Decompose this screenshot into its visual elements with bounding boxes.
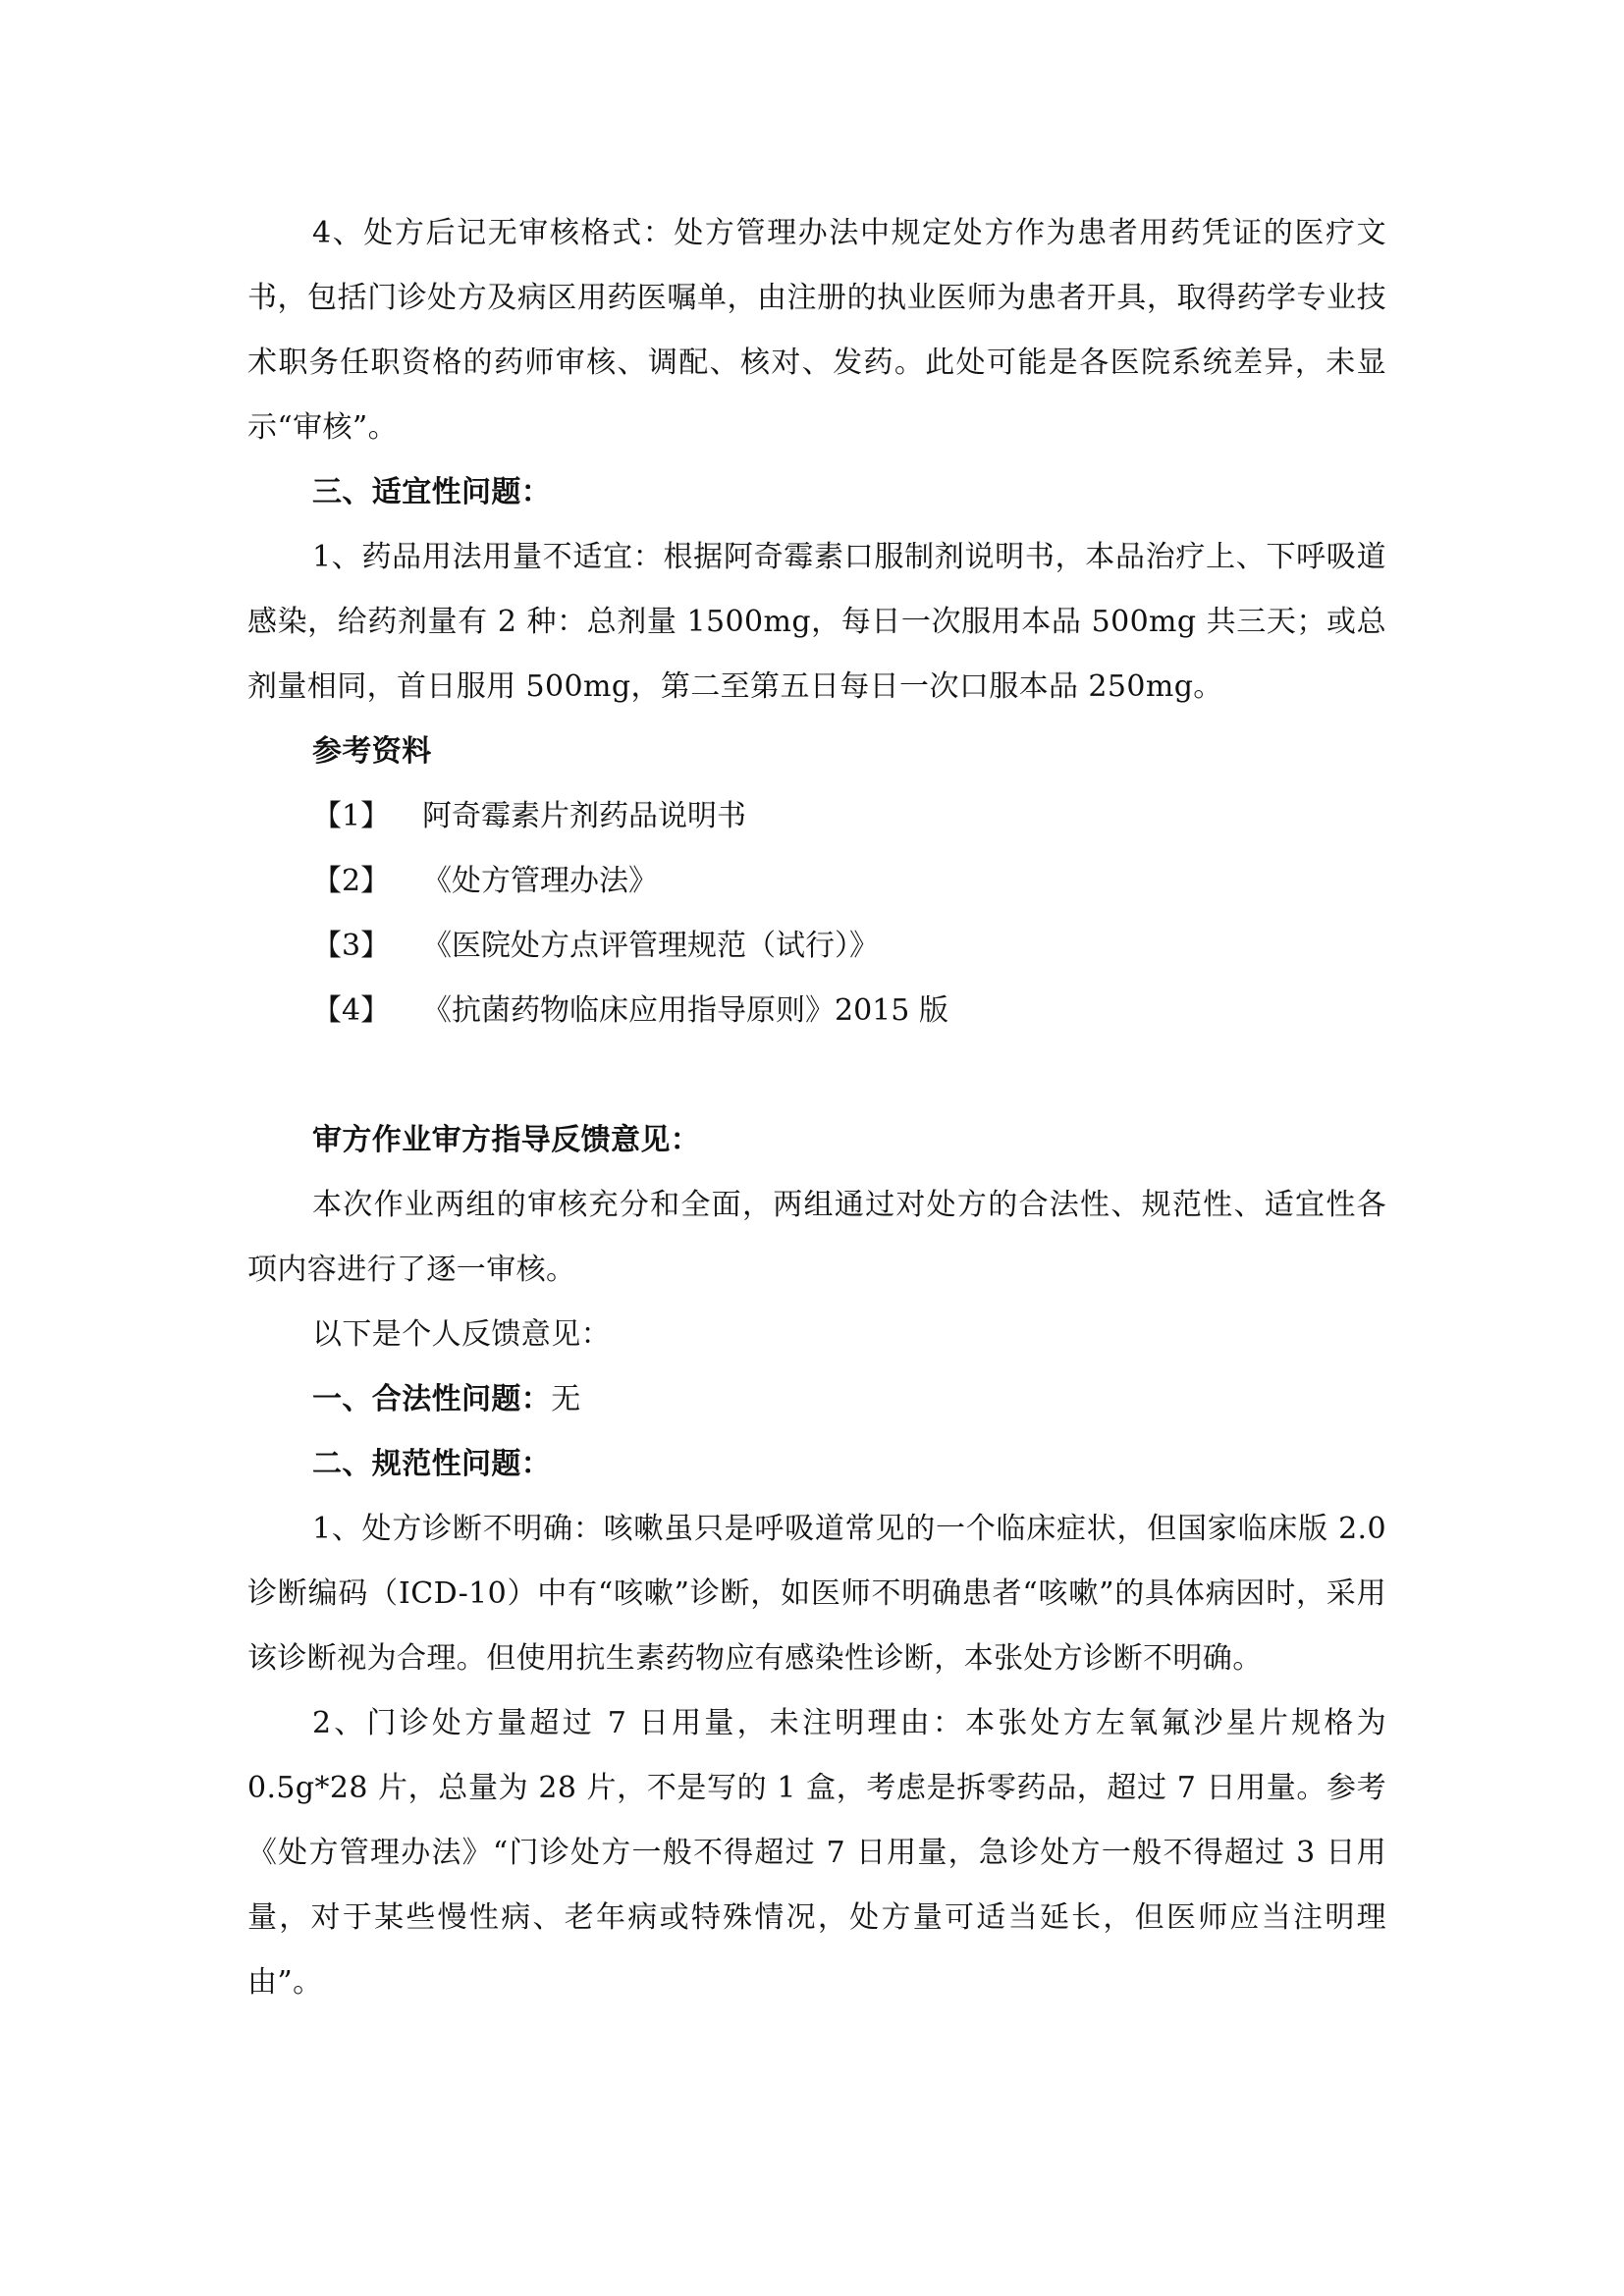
reference-item	[247, 849, 1386, 914]
reference-text: 《处方管理办法》	[422, 864, 658, 898]
heading-feedback: 审方作业审方指导反馈意见：	[312, 1123, 701, 1157]
reference-item	[247, 979, 1386, 1043]
heading-suitability: 三、适宜性问题：	[312, 475, 552, 509]
reference-text: 《抗菌药物临床应用指导原则》2015 版	[422, 993, 948, 1028]
paragraph-dosage: 1、药品用法用量不适宜：根据阿奇霉素口服制剂说明书，本品治疗上、下呼吸道感染，给药剂量有 2 种：总剂量 1500mg，每日一次服用本品 500mg 共三天；或总剂量相同，首日服用 500mg，第二至第五日每日一次口服本品 250mg。	[247, 540, 1386, 704]
reference-number: 【3】	[312, 929, 391, 963]
reference-text: 《医院处方点评管理规范（试行）》	[422, 929, 879, 963]
reference-item	[247, 914, 1386, 979]
paragraph-feedback-intro: 本次作业两组的审核充分和全面，两组通过对处方的合法性、规范性、适宜性各项内容进行了逐一审核。	[247, 1188, 1386, 1287]
reference-number: 【1】	[312, 799, 391, 833]
heading-references: 参考资料	[312, 734, 432, 769]
legality-line	[247, 1367, 1386, 1432]
paragraph-feedback-personal: 以下是个人反馈意见：	[312, 1317, 611, 1352]
reference-number: 【4】	[312, 993, 391, 1028]
document-body	[247, 201, 1386, 2015]
blank-line	[247, 1043, 1386, 1108]
reference-number: 【2】	[312, 864, 391, 898]
paragraph-audit-format: 4、处方后记无审核格式：处方管理办法中规定处方作为患者用药凭证的医疗文书，包括门诊处方及病区用药医嘱单，由注册的执业医师为患者开具，取得药学专业技术职务任职资格的药师审核、调配、核对、发药。此处可能是各医院系统差异，未显示“审核”。	[247, 216, 1386, 445]
paragraph-diagnosis: 1、处方诊断不明确：咳嗽虽只是呼吸道常见的一个临床症状，但国家临床版 2.0 诊断编码（ICD-10）中有“咳嗽”诊断，如医师不明确患者“咳嗽”的具体病因时，采用该诊断视为合理。但使用抗生素药物应有感染性诊断，本张处方诊断不明确。	[247, 1512, 1386, 1676]
reference-item	[247, 784, 1386, 849]
heading-standard: 二、规范性问题：	[312, 1447, 552, 1481]
heading-legality: 一、合法性问题：	[312, 1382, 552, 1416]
legality-value: 无	[551, 1382, 581, 1416]
paragraph-quantity: 2、门诊处方量超过 7 日用量，未注明理由：本张处方左氧氟沙星片规格为 0.5g*28 片，总量为 28 片，不是写的 1 盒，考虑是拆零药品，超过 7 日用量。参考《处方管理办法》“门诊处方一般不得超过 7 日用量，急诊处方一般不得超过 3 日用量，对于某些慢性病、老年病或特殊情况，处方量可适当延长，但医师应当注明理由”。	[247, 1706, 1386, 2000]
reference-text: 阿奇霉素片剂药品说明书	[422, 799, 746, 833]
